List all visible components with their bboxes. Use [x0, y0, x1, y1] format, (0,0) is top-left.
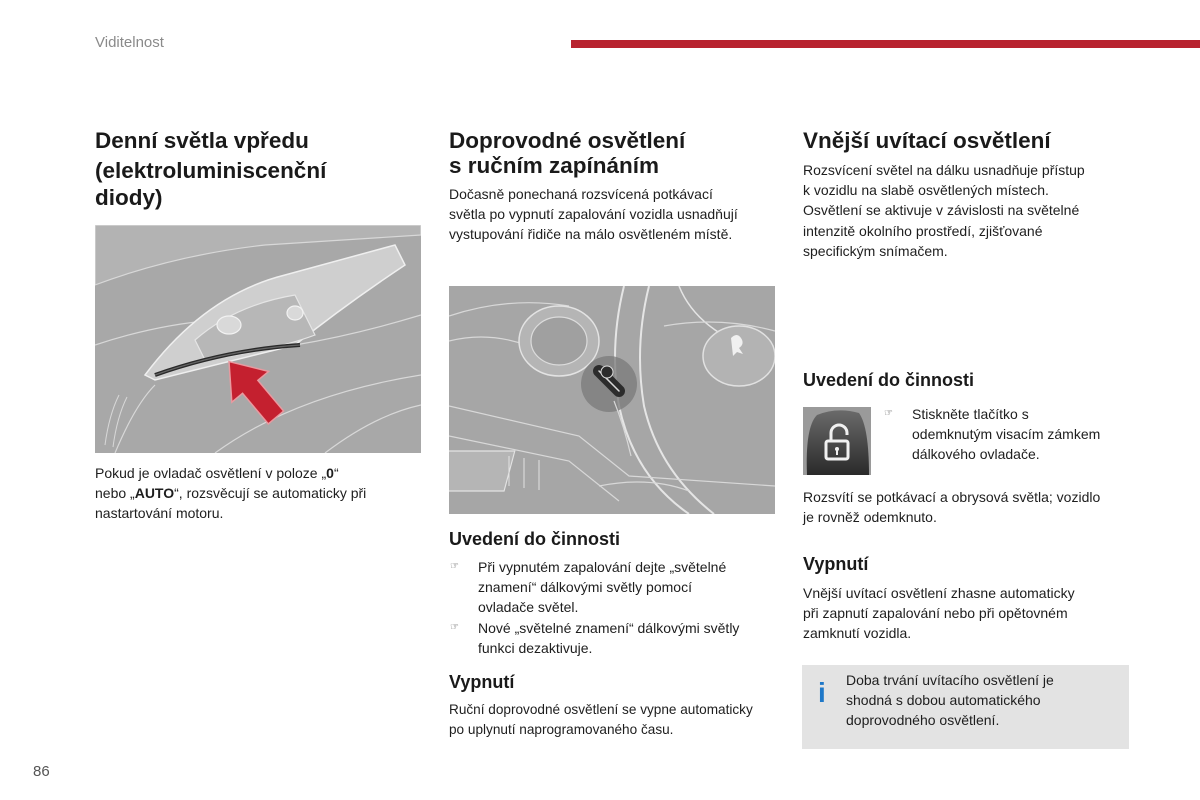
desc-text: “ [333, 465, 339, 481]
list-item-line: ovladače světel. [478, 599, 579, 616]
info-note-text [846, 670, 1116, 731]
guide-me-home-heading-line1: Doprovodné osvětlení [449, 128, 686, 153]
list-item [883, 404, 1143, 465]
guide-me-home-off-heading: Vypnutí [449, 672, 515, 692]
position-zero-label: 0 [326, 465, 334, 481]
list-item-line: Nové „světelné znamení“ dálkovými světly [478, 619, 740, 636]
result-line: Rozsvítí se potkávací a obrysová světla; vozidlo [803, 489, 1101, 505]
list-item-line: Při vypnutém zapalování dejte „světelné [478, 559, 727, 575]
intro-line: Rozsvícení světel na dálku usnadňuje přístup [803, 162, 1085, 178]
intro-line: intenzitě okolního prostředí, zjišťované [803, 222, 1043, 239]
info-line: Doba trvání uvítacího osvětlení je [846, 672, 1054, 688]
daytime-lights-heading-line3: diody) [95, 185, 163, 210]
guide-me-home-activation-heading: Uvedení do činnosti [449, 529, 621, 549]
result-line: je rovněž odemknuto. [803, 509, 937, 526]
list-item [449, 618, 779, 658]
daytime-lights-description [95, 463, 425, 524]
page-number: 86 [33, 763, 50, 780]
list-item [449, 557, 779, 618]
pointing-hand-icon: ☞ [450, 621, 459, 633]
off-text-line: Vnější uvítací osvětlení zhasne automaticky [803, 585, 1075, 601]
daytime-lights-heading-line1: Denní světla vpředu [95, 128, 309, 153]
list-item-line: znamení“ dálkovými světly pomocí [478, 579, 692, 596]
off-text-line: při zapnutí zapalování nebo při opětovném [803, 605, 1068, 622]
pointing-hand-icon: ☞ [884, 408, 893, 419]
welcome-lighting-off-text [803, 583, 1133, 644]
intro-line: vystupování řidiče na málo osvětleném místě. [449, 226, 733, 243]
info-icon: i [818, 677, 826, 708]
off-text-line: po uplynutí naprogramovaného času. [449, 722, 674, 738]
welcome-lighting-activation-heading: Uvedení do činnosti [803, 370, 975, 390]
intro-line: k vozidlu na slabě osvětlených místech. [803, 182, 1049, 199]
header-accent-bar [571, 40, 1200, 48]
guide-me-home-off-text [449, 700, 779, 740]
off-text-line: zamknutí vozidla. [803, 625, 912, 642]
headlight-drl-drawing [95, 225, 421, 453]
welcome-lighting-activation-list [883, 404, 1143, 465]
guide-me-home-heading-line2: s ručním zapínáním [449, 153, 660, 178]
headlight-drl-illustration [95, 225, 421, 453]
welcome-lighting-intro [803, 160, 1133, 261]
position-auto-label: AUTO [134, 485, 175, 502]
intro-line: Dočasně ponechaná rozsvícená potkávací [449, 186, 713, 202]
guide-me-home-heading [449, 127, 685, 179]
intro-line: Osvětlení se aktivuje v závislosti na světelné [803, 202, 1080, 219]
unlock-padlock-drawing [803, 407, 871, 475]
list-item-line: funkci dezaktivuje. [478, 639, 593, 656]
pointing-hand-icon: ☞ [450, 561, 459, 572]
welcome-lighting-heading: Vnější uvítací osvětlení [803, 128, 1051, 153]
info-line: shodná s dobou automatického [846, 692, 1041, 709]
info-line: doprovodného osvětlení. [846, 712, 1000, 729]
welcome-lighting-result [803, 487, 1143, 527]
welcome-lighting-off-heading: Vypnutí [803, 554, 869, 574]
daytime-lights-heading-line2: (elektroluminiscenční [95, 158, 327, 183]
desc-text: Pokud je ovladač osvětlení v poloze „ [95, 465, 327, 481]
guide-me-home-activation-list [449, 557, 779, 658]
steering-column-stalk-illustration [449, 286, 775, 514]
daytime-lights-heading [95, 127, 326, 211]
off-text-line: Ruční doprovodné osvětlení se vypne automaticky [449, 702, 753, 717]
desc-text: nebo „ [95, 485, 135, 502]
steering-column-drawing [449, 286, 775, 514]
intro-line: světla po vypnutí zapalování vozidla usnadňují [449, 206, 738, 223]
desc-text: “, rozsvěcují se automaticky při [174, 485, 367, 502]
unlock-padlock-icon [803, 407, 871, 475]
daytime-lights-desc-line3: nastartování motoru. [95, 505, 224, 522]
daytime-lights-desc-line2 [95, 483, 425, 503]
list-item-line: odemknutým visacím zámkem [912, 426, 1101, 443]
daytime-lights-desc-line1 [95, 463, 425, 483]
intro-line: specifickým snímačem. [803, 242, 948, 259]
welcome-lighting-bullet [883, 404, 1143, 465]
info-note [802, 665, 1129, 749]
section-title: Viditelnost [95, 34, 164, 51]
list-item-line: dálkového ovladače. [912, 446, 1040, 463]
list-item-line: Stiskněte tlačítko s [912, 406, 1029, 422]
guide-me-home-intro [449, 184, 779, 245]
